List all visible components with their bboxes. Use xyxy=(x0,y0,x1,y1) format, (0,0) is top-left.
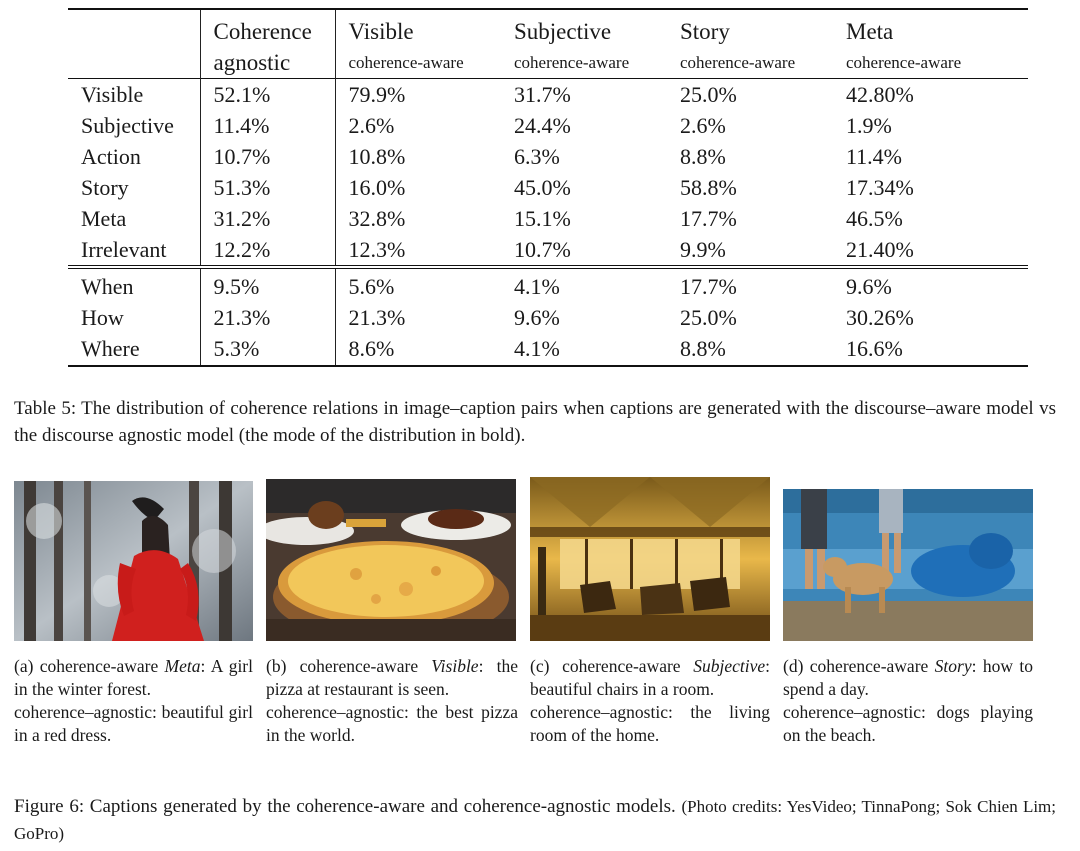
header-cell xyxy=(68,9,200,48)
table-cell: 21.40% xyxy=(846,236,914,262)
table-cell: 5.3% xyxy=(200,333,335,366)
table-cell: 24.4% xyxy=(514,112,571,138)
header-cell: Story xyxy=(667,9,833,48)
table-cell: 58.8% xyxy=(680,174,737,200)
table-cell: 21.3% xyxy=(200,302,335,333)
table-cell: 4.1% xyxy=(501,267,667,302)
table-cell: 8.6% xyxy=(335,333,501,366)
header-cell: coherence-aware xyxy=(680,53,796,72)
row-label: Where xyxy=(68,333,200,366)
table-row xyxy=(68,79,1028,111)
table-cell: 21.3% xyxy=(335,302,501,333)
table-cell: 9.6% xyxy=(514,304,560,330)
table-cell: 15.1% xyxy=(514,205,571,231)
table-header-row-1 xyxy=(68,9,1028,48)
subcaption-relation: Visible xyxy=(431,656,479,676)
row-label: When xyxy=(68,267,200,302)
table-body-relations xyxy=(68,79,1028,268)
header-cell: Subjective xyxy=(501,9,667,48)
table-cell: 1.9% xyxy=(846,112,892,138)
table-cell: 9.5% xyxy=(200,267,335,302)
subcaption-prefix: (a) coherence-aware xyxy=(14,656,165,676)
header-cell: Meta xyxy=(833,9,1028,48)
table-cell: 10.7% xyxy=(200,141,335,172)
table-row xyxy=(68,110,1028,141)
photo-room-with-chairs xyxy=(530,477,770,641)
table-row xyxy=(68,302,1028,333)
table-cell: 8.8% xyxy=(680,143,726,169)
subcaption-relation: Subjective xyxy=(693,656,766,676)
header-cell: coherence-aware xyxy=(335,48,501,79)
table-cell: 8.8% xyxy=(667,333,833,366)
table-cell: 25.0% xyxy=(680,304,737,330)
header-cell: Coherence xyxy=(200,9,335,48)
subcaption-aware-line xyxy=(266,655,518,701)
subcaption-aware-text: : the pizza at restaurant is seen. xyxy=(266,656,518,699)
subcaption-c xyxy=(530,655,770,747)
table-cell: 46.5% xyxy=(846,205,903,231)
row-label: Irrelevant xyxy=(81,236,167,262)
subcaption-agnostic-line: coherence–agnostic: beautiful girl in a red dress. xyxy=(14,702,253,745)
subcaption-relation: Meta xyxy=(164,656,201,676)
photo-woman-red-dress-winter-forest xyxy=(14,481,253,641)
table-cell: 16.6% xyxy=(833,333,1028,366)
subcaption-aware-text: : beautiful chairs in a room. xyxy=(530,656,770,699)
table-cell: 9.6% xyxy=(833,267,1028,302)
row-label: How xyxy=(81,304,124,330)
table-row xyxy=(68,203,1028,234)
table-body-questions xyxy=(68,267,1028,366)
header-cell: Visible xyxy=(335,9,501,48)
header-cell: coherence-aware xyxy=(514,53,630,72)
table-cell: 30.26% xyxy=(846,304,914,330)
table-cell: 52.1% xyxy=(200,79,335,111)
subcaption-a xyxy=(14,655,253,747)
row-label: Meta xyxy=(81,205,127,231)
subcaption-aware-line xyxy=(530,655,770,701)
table-caption: Table 5: The distribution of coherence relations in image–caption pairs when captions are generated with the discourse–aware model vs the discourse agnostic model (the mode of the distribution in bold). xyxy=(14,398,1056,446)
subcaption-b xyxy=(266,655,518,747)
table-cell: 6.3% xyxy=(514,143,560,169)
table-cell: 12.3% xyxy=(335,234,501,267)
subcaption-aware-text: : A girl in the winter forest. xyxy=(14,656,253,699)
coherence-distribution-table xyxy=(68,8,1028,367)
table-cell: 42.80% xyxy=(833,79,1028,111)
table-cell: 9.9% xyxy=(680,236,726,262)
subcaption-aware-line xyxy=(783,655,1033,701)
table-cell: 10.7% xyxy=(514,236,571,262)
subcaption-prefix: (d) coherence-aware xyxy=(783,656,935,676)
table-row xyxy=(68,333,1028,366)
table-cell: 5.6% xyxy=(335,267,501,302)
table-cell: 11.4% xyxy=(846,143,903,169)
row-label: Subjective xyxy=(81,112,174,138)
subcaption-d xyxy=(783,655,1033,747)
table-row xyxy=(68,172,1028,203)
table-cell: 2.6% xyxy=(680,112,726,138)
subcaption-relation: Story xyxy=(934,656,972,676)
table-cell: 31.7% xyxy=(501,79,667,111)
photo-pizza-restaurant xyxy=(266,479,516,641)
figure-caption-main: Figure 6: Captions generated by the coherence-aware and coherence-agnostic models. xyxy=(14,796,676,817)
subcaption-agnostic-line: coherence–agnostic: the living room of the home. xyxy=(530,702,770,745)
table-cell: 11.4% xyxy=(200,110,335,141)
photo-credits: (Photo credits: YesVideo; TinnaPong; Sok Chien Lim; GoPro) xyxy=(14,797,1056,843)
table-cell: 79.9% xyxy=(335,79,501,111)
table-row xyxy=(68,267,1028,302)
table-cell: 12.2% xyxy=(200,234,335,267)
subcaption-prefix: (c) coherence-aware xyxy=(530,656,694,676)
subcaption-prefix: (b) coherence-aware xyxy=(266,656,432,676)
table-cell: 25.0% xyxy=(667,79,833,111)
table-cell: 17.7% xyxy=(667,267,833,302)
table-cell: 10.8% xyxy=(335,141,501,172)
table-header-row-2 xyxy=(68,48,1028,79)
table-cell: 2.6% xyxy=(335,110,501,141)
table-cell: 16.0% xyxy=(335,172,501,203)
figure-caption xyxy=(14,793,1056,847)
photo-dog-on-beach xyxy=(783,489,1033,641)
table-row xyxy=(68,234,1028,267)
subcaption-agnostic-line: coherence–agnostic: the best pizza in the world. xyxy=(266,702,518,745)
table-cell: 17.34% xyxy=(846,174,914,200)
table-row xyxy=(68,141,1028,172)
table-cell: 32.8% xyxy=(335,203,501,234)
header-cell: agnostic xyxy=(200,48,335,79)
table-cell: 45.0% xyxy=(514,174,571,200)
header-cell: coherence-aware xyxy=(846,53,962,72)
header-cell xyxy=(68,48,200,79)
table-cell: 17.7% xyxy=(680,205,737,231)
row-label: Visible xyxy=(68,79,200,111)
row-label: Action xyxy=(81,143,141,169)
subcaption-agnostic-line: coherence–agnostic: dogs playing on the beach. xyxy=(783,702,1033,745)
results-table-container xyxy=(68,8,1028,367)
row-label: Story xyxy=(81,174,129,200)
subcaption-aware-text: : how to spend a day. xyxy=(783,656,1033,699)
subcaption-aware-line xyxy=(14,655,253,701)
table-cell: 51.3% xyxy=(200,172,335,203)
table-cell: 31.2% xyxy=(200,203,335,234)
table-cell: 4.1% xyxy=(501,333,667,366)
